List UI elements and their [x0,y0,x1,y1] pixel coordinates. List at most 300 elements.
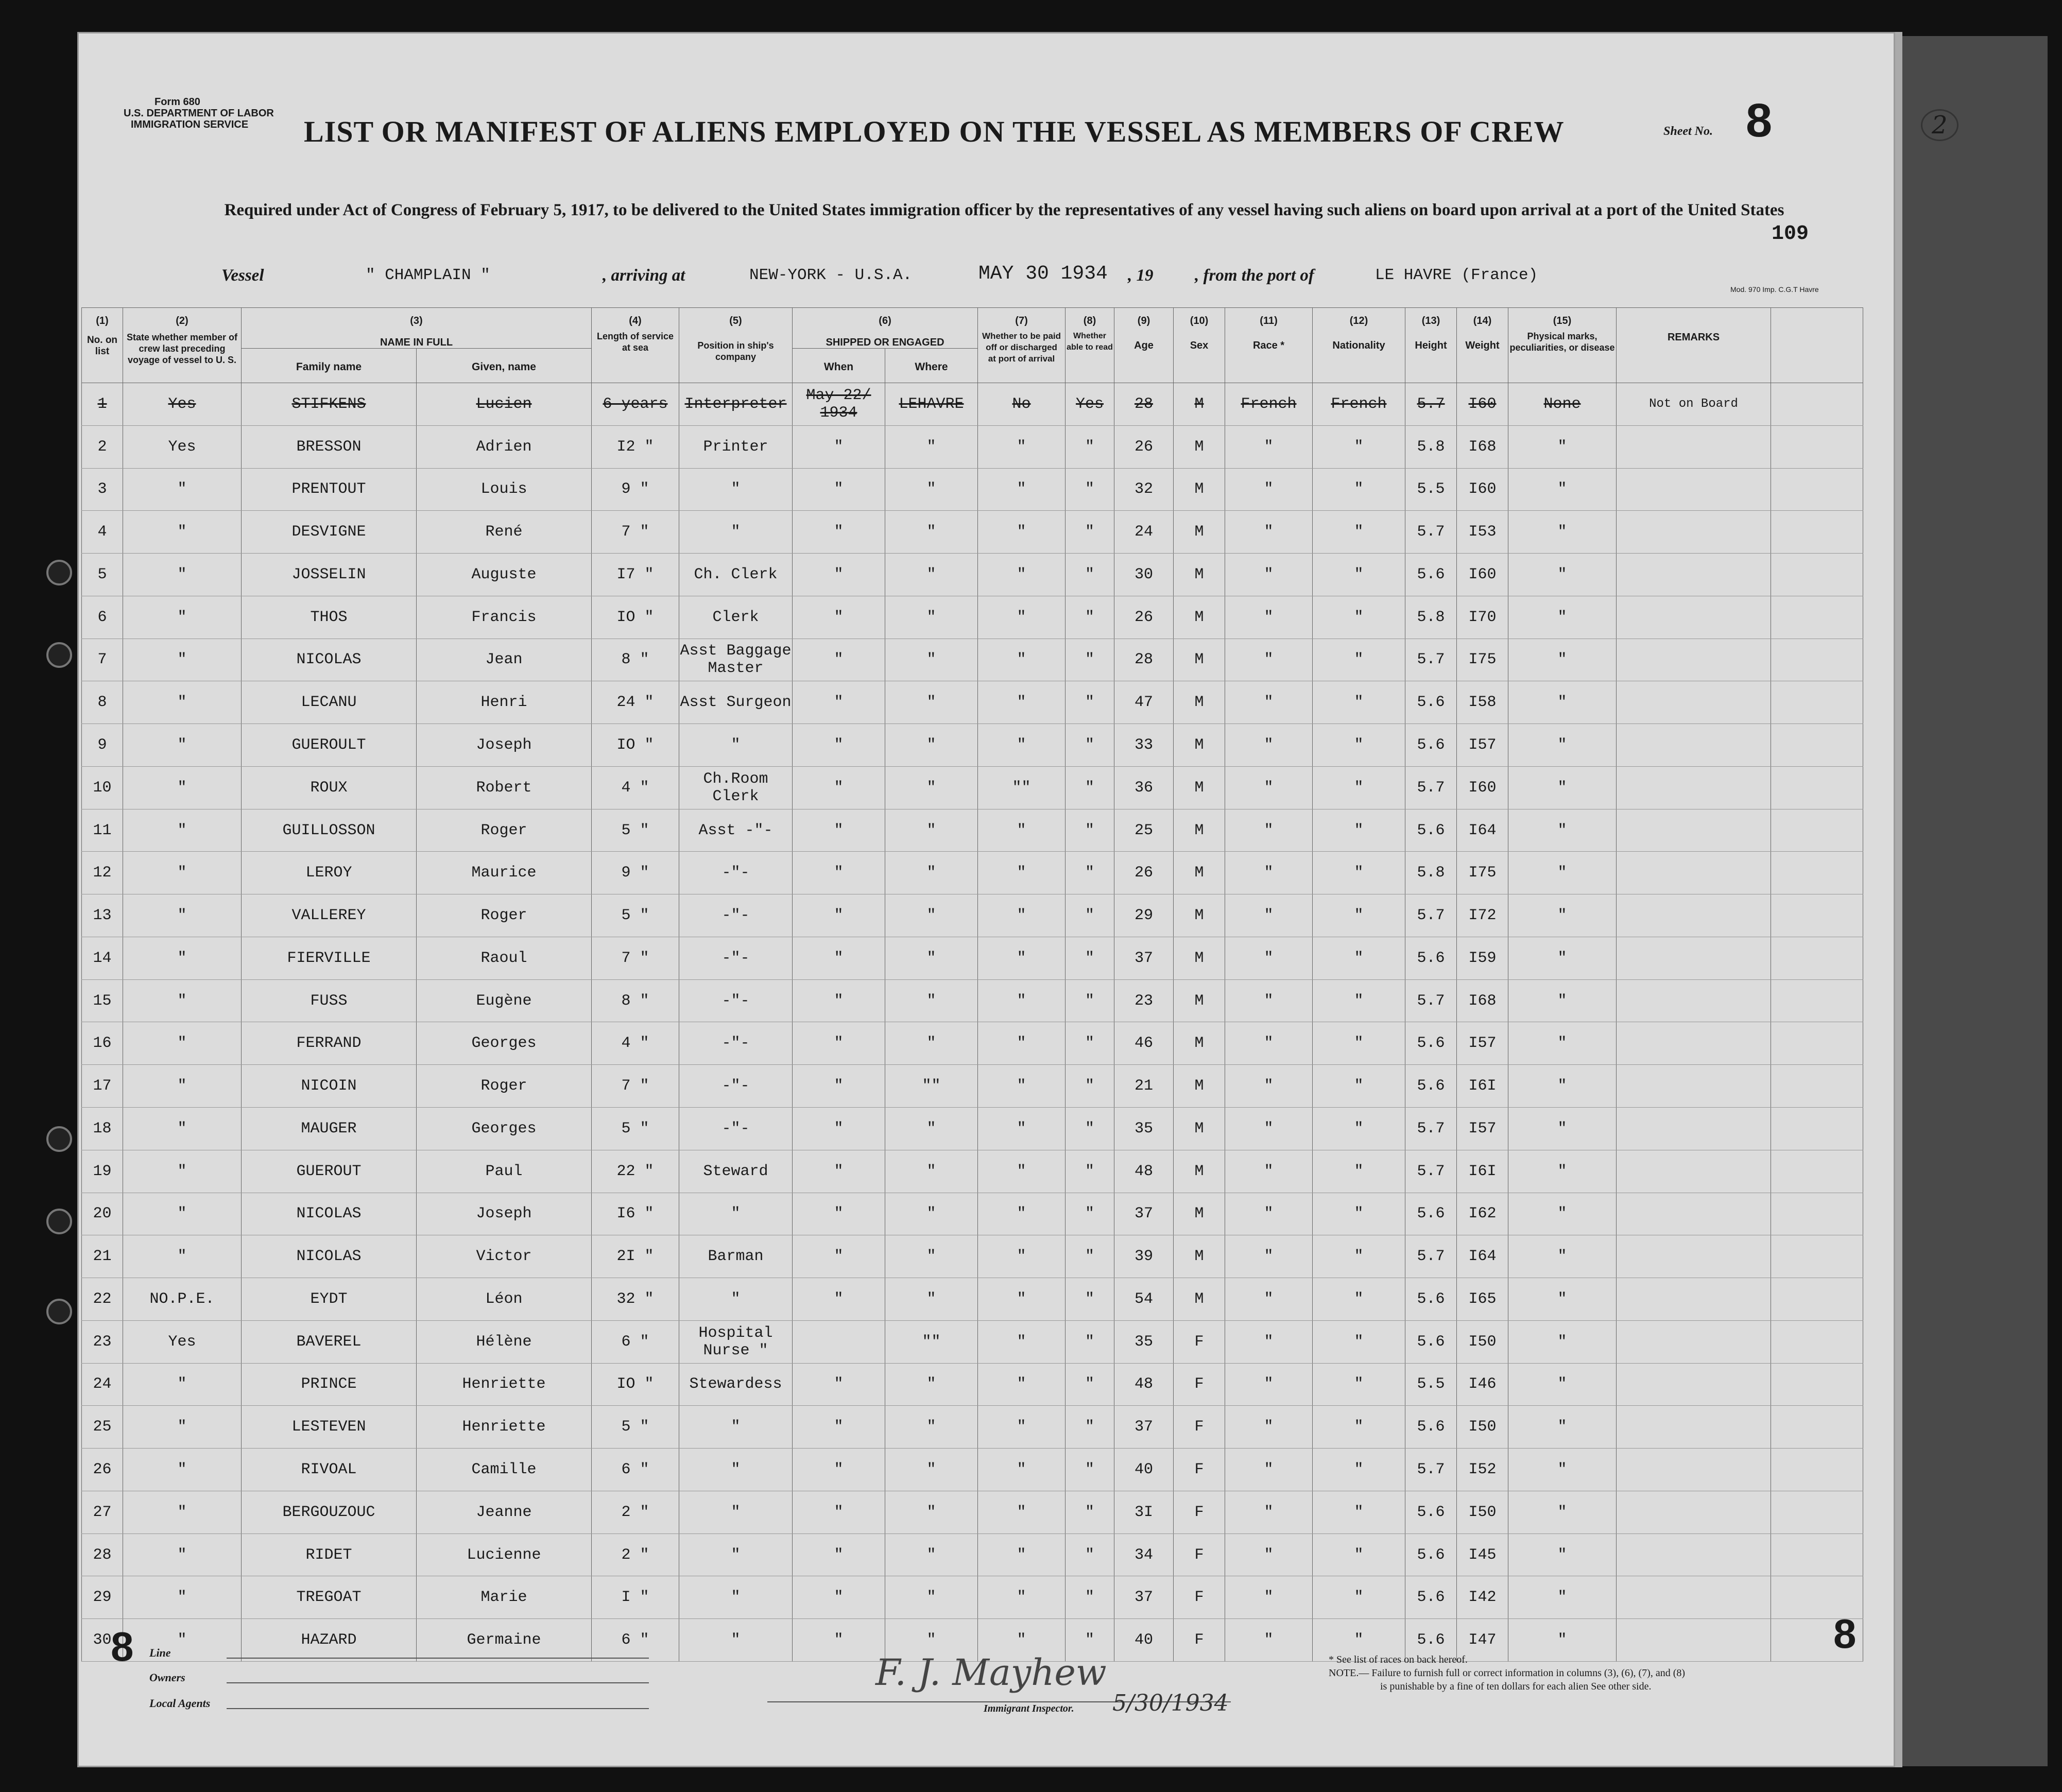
cell-shipped-where: " [885,1406,978,1449]
cell-shipped-where: "" [885,1065,978,1108]
cell-physical-marks: " [1508,1406,1617,1449]
cell-height: 5.5 [1405,1363,1457,1406]
cell-sex: M [1174,596,1225,639]
cell-age: 39 [1114,1235,1174,1278]
cell-paid-off: " [978,681,1066,724]
table-row [82,1235,1863,1278]
cell-age: 37 [1114,1193,1174,1235]
cell-shipped-where: " [885,468,978,511]
cell-blank [1771,681,1863,724]
col-header-shipped: (6) SHIPPED OR ENGAGED [793,308,978,349]
cell-able-to-read: " [1066,639,1114,681]
cell-given-name: René [417,511,592,554]
cell-service-length: 7 " [592,511,679,554]
cell-paid-off: " [978,511,1066,554]
cell-previous-voyage: " [123,1108,242,1150]
cell-height: 5.6 [1405,1022,1457,1065]
cell-weight: I60 [1457,554,1508,596]
cell-service-length: 22 " [592,1150,679,1193]
cell-paid-off: " [978,1363,1066,1406]
cell-number: 22 [82,1278,123,1321]
cell-nationality: " [1313,639,1405,681]
cell-height: 5.6 [1405,1320,1457,1363]
penalty-note-1: NOTE.— Failure to furnish full or correct information in columns (3), (6), (7), and (8) [1329,1667,1686,1679]
cell-race: " [1225,937,1313,979]
cell-race: " [1225,1576,1313,1619]
cell-family-name: ROUX [242,766,417,809]
cell-number: 8 [82,681,123,724]
cell-number: 29 [82,1576,123,1619]
col-header-age: (9) Age [1114,308,1174,383]
cell-given-name: Jean [417,639,592,681]
cell-physical-marks: " [1508,425,1617,468]
cell-sex: M [1174,1022,1225,1065]
cell-remarks [1617,468,1771,511]
cell-given-name: Henriette [417,1406,592,1449]
cell-family-name: PRINCE [242,1363,417,1406]
cell-sex: F [1174,1363,1225,1406]
cell-paid-off: " [978,1533,1066,1576]
cell-number: 21 [82,1235,123,1278]
cell-weight: I68 [1457,425,1508,468]
cell-shipped-where: " [885,1150,978,1193]
footer-page-number-left: 8 [111,1624,134,1669]
cell-previous-voyage: Yes [123,425,242,468]
cell-able-to-read: " [1066,766,1114,809]
table-row [82,425,1863,468]
cell-weight: I45 [1457,1533,1508,1576]
cell-physical-marks: " [1508,1449,1617,1491]
cell-sex: M [1174,681,1225,724]
cell-blank [1771,1108,1863,1150]
cell-position: Barman [679,1235,793,1278]
cell-height: 5.7 [1405,383,1457,426]
cell-given-name: Roger [417,1065,592,1108]
cell-given-name: Lucien [417,383,592,426]
cell-service-length: 5 " [592,809,679,852]
cell-physical-marks: " [1508,1150,1617,1193]
cell-nationality: " [1313,1150,1405,1193]
cell-blank [1771,937,1863,979]
cell-shipped-when: " [793,1491,885,1533]
cell-able-to-read: " [1066,681,1114,724]
cell-weight: I64 [1457,809,1508,852]
cell-service-length: I7 " [592,554,679,596]
cell-race: " [1225,1065,1313,1108]
cell-age: 23 [1114,979,1174,1022]
cell-shipped-where: " [885,1491,978,1533]
cell-age: 33 [1114,724,1174,767]
cell-shipped-where: " [885,1449,978,1491]
cell-height: 5.7 [1405,894,1457,937]
cell-nationality: " [1313,1320,1405,1363]
cell-sex: M [1174,383,1225,426]
cell-paid-off: " [978,724,1066,767]
cell-family-name: DESVIGNE [242,511,417,554]
cell-height: 5.7 [1405,766,1457,809]
cell-service-length: 6 " [592,1320,679,1363]
cell-age: 48 [1114,1150,1174,1193]
printer-note: Mod. 970 Imp. C.G.T Havre [1730,285,1819,294]
cell-race: " [1225,1108,1313,1150]
cell-race: " [1225,1150,1313,1193]
cell-shipped-when [793,1320,885,1363]
cell-race: " [1225,809,1313,852]
cell-race: " [1225,425,1313,468]
cell-blank [1771,383,1863,426]
cell-service-length: 7 " [592,937,679,979]
cell-service-length: IO " [592,1363,679,1406]
cell-previous-voyage: " [123,1533,242,1576]
cell-physical-marks: " [1508,639,1617,681]
cell-paid-off: "" [978,766,1066,809]
cell-sex: M [1174,1150,1225,1193]
cell-previous-voyage: " [123,894,242,937]
cell-able-to-read: " [1066,1449,1114,1491]
cell-race: " [1225,1363,1313,1406]
cell-weight: I42 [1457,1576,1508,1619]
cell-able-to-read: " [1066,1576,1114,1619]
cell-shipped-where: " [885,809,978,852]
cell-previous-voyage: " [123,809,242,852]
cell-given-name: Adrien [417,425,592,468]
cell-position: " [679,1406,793,1449]
inspector-label: Immigrant Inspector. [984,1703,1074,1714]
cell-race: " [1225,1406,1313,1449]
owners-label: Owners [149,1671,185,1684]
table-row [82,468,1863,511]
cell-age: 40 [1114,1449,1174,1491]
cell-height: 5.6 [1405,937,1457,979]
cell-shipped-when: " [793,724,885,767]
cell-physical-marks: " [1508,1363,1617,1406]
cell-able-to-read: " [1066,1235,1114,1278]
cell-nationality: " [1313,468,1405,511]
cell-sex: F [1174,1320,1225,1363]
cell-race: " [1225,1449,1313,1491]
col-header-paid-off: (7) Whether to be paid off or discharged at port of arrival [978,308,1066,383]
arrival-date: MAY 30 1934 [978,263,1108,285]
cell-height: 5.7 [1405,639,1457,681]
cell-number: 27 [82,1491,123,1533]
cell-previous-voyage: " [123,937,242,979]
cell-shipped-where: " [885,1619,978,1662]
cell-physical-marks: " [1508,979,1617,1022]
cell-age: 3I [1114,1491,1174,1533]
cell-shipped-where: LEHAVRE [885,383,978,426]
cell-number: 4 [82,511,123,554]
cell-given-name: Léon [417,1278,592,1321]
cell-position: Printer [679,425,793,468]
cell-sex: F [1174,1533,1225,1576]
cell-given-name: Lucienne [417,1533,592,1576]
cell-race: " [1225,724,1313,767]
table-row [82,852,1863,894]
cell-number: 20 [82,1193,123,1235]
cell-weight: I64 [1457,1235,1508,1278]
cell-nationality: " [1313,1406,1405,1449]
cell-height: 5.6 [1405,1533,1457,1576]
col-header-sex: (10) Sex [1174,308,1225,383]
cell-shipped-where: " [885,1235,978,1278]
cell-position: -"- [679,1065,793,1108]
cell-family-name: NICOLAS [242,1235,417,1278]
cell-nationality: " [1313,1533,1405,1576]
cell-shipped-when: " [793,1022,885,1065]
cell-weight: I57 [1457,1108,1508,1150]
cell-previous-voyage: " [123,979,242,1022]
local-agents-label: Local Agents [149,1697,211,1710]
cell-nationality: French [1313,383,1405,426]
cell-paid-off: " [978,639,1066,681]
cell-age: 28 [1114,383,1174,426]
cell-physical-marks: " [1508,724,1617,767]
cell-able-to-read: " [1066,596,1114,639]
cell-nationality: " [1313,1449,1405,1491]
cell-paid-off: No [978,383,1066,426]
cell-weight: I50 [1457,1320,1508,1363]
cell-previous-voyage: " [123,1065,242,1108]
cell-number: 25 [82,1406,123,1449]
cell-race: French [1225,383,1313,426]
cell-paid-off: " [978,894,1066,937]
cell-shipped-where: " [885,681,978,724]
form-number: Form 680 [154,96,200,108]
agents-rule [227,1708,649,1709]
col-header-height: (13) Height [1405,308,1457,383]
cell-height: 5.6 [1405,1406,1457,1449]
col-header-where: Where [885,349,978,383]
cell-remarks [1617,511,1771,554]
cell-shipped-when: " [793,937,885,979]
cell-family-name: FIERVILLE [242,937,417,979]
cell-able-to-read: " [1066,425,1114,468]
cell-paid-off: " [978,1278,1066,1321]
cell-weight: I59 [1457,937,1508,979]
cell-height: 5.5 [1405,468,1457,511]
cell-age: 26 [1114,852,1174,894]
cell-sex: M [1174,1108,1225,1150]
cell-paid-off: " [978,1193,1066,1235]
cell-race: " [1225,1193,1313,1235]
cell-weight: I47 [1457,1619,1508,1662]
cell-race: " [1225,894,1313,937]
col-header-physical-marks: (15) Physical marks, peculiarities, or disease [1508,308,1617,383]
cell-physical-marks: " [1508,1278,1617,1321]
penalty-note-2: is punishable by a fine of ten dollars for each alien See other side. [1380,1681,1652,1692]
cell-service-length: IO " [592,724,679,767]
cell-paid-off: " [978,979,1066,1022]
cell-remarks [1617,1150,1771,1193]
cell-age: 48 [1114,1363,1174,1406]
cell-race: " [1225,1278,1313,1321]
cell-number: 1 [82,383,123,426]
cell-able-to-read: " [1066,468,1114,511]
cell-weight: I60 [1457,766,1508,809]
table-row [82,1108,1863,1150]
cell-nationality: " [1313,1491,1405,1533]
cell-remarks [1617,1576,1771,1619]
cell-able-to-read: " [1066,1406,1114,1449]
cell-physical-marks: " [1508,766,1617,809]
cell-given-name: Jeanne [417,1491,592,1533]
cell-remarks [1617,1406,1771,1449]
cell-remarks [1617,554,1771,596]
cell-number: 19 [82,1150,123,1193]
cell-race: " [1225,766,1313,809]
crew-rows [82,383,1863,1662]
cell-sex: M [1174,894,1225,937]
cell-paid-off: " [978,1406,1066,1449]
cell-sex: M [1174,468,1225,511]
table-row [82,1363,1863,1406]
cell-blank [1771,511,1863,554]
cell-physical-marks: " [1508,1193,1617,1235]
cell-race: " [1225,554,1313,596]
cell-able-to-read: " [1066,511,1114,554]
owners-rule [227,1682,649,1683]
cell-race: " [1225,1491,1313,1533]
binder-hole [46,642,72,668]
cell-shipped-where: " [885,979,978,1022]
cell-age: 37 [1114,937,1174,979]
cell-height: 5.6 [1405,1278,1457,1321]
cell-shipped-when: " [793,979,885,1022]
cell-shipped-when: " [793,1108,885,1150]
table-row [82,596,1863,639]
cell-number: 2 [82,425,123,468]
cell-family-name: FERRAND [242,1022,417,1065]
cell-number: 10 [82,766,123,809]
cell-blank [1771,1022,1863,1065]
arriving-port: NEW-YORK - U.S.A. [749,266,913,284]
cell-family-name: JOSSELIN [242,554,417,596]
cell-paid-off: " [978,1235,1066,1278]
cell-previous-voyage: " [123,1619,242,1662]
cell-nationality: " [1313,937,1405,979]
cell-previous-voyage: " [123,1022,242,1065]
col-header-remarks: REMARKS [1617,308,1771,383]
cell-position: " [679,1193,793,1235]
cell-height: 5.8 [1405,852,1457,894]
cell-family-name: NICOLAS [242,1193,417,1235]
cell-number: 9 [82,724,123,767]
cell-position: " [679,468,793,511]
cell-shipped-when: " [793,1193,885,1235]
cell-height: 5.6 [1405,1576,1457,1619]
cell-age: 47 [1114,681,1174,724]
cell-physical-marks: " [1508,554,1617,596]
cell-number: 28 [82,1533,123,1576]
cell-number: 16 [82,1022,123,1065]
cell-able-to-read: " [1066,1022,1114,1065]
table-row [82,766,1863,809]
cell-given-name: Robert [417,766,592,809]
cell-able-to-read: " [1066,852,1114,894]
cell-service-length: IO " [592,596,679,639]
races-note: * See list of races on back hereof. [1329,1654,1468,1665]
cell-shipped-where: " [885,1022,978,1065]
cell-nationality: " [1313,894,1405,937]
cell-service-length: 5 " [592,1406,679,1449]
cell-position: Ch.Room Clerk [679,766,793,809]
cell-service-length: 7 " [592,1065,679,1108]
cell-remarks [1617,894,1771,937]
cell-given-name: Roger [417,894,592,937]
cell-position: Asst -"- [679,809,793,852]
cell-number: 17 [82,1065,123,1108]
cell-paid-off: " [978,852,1066,894]
cell-paid-off: " [978,1150,1066,1193]
cell-shipped-where: "" [885,1320,978,1363]
cell-previous-voyage: " [123,639,242,681]
cell-weight: I46 [1457,1363,1508,1406]
cell-previous-voyage: " [123,511,242,554]
cell-family-name: THOS [242,596,417,639]
cell-shipped-when: May 22/ 1934 [793,383,885,426]
cell-position: " [679,1533,793,1576]
cell-given-name: Hélène [417,1320,592,1363]
cell-age: 54 [1114,1278,1174,1321]
cell-family-name: STIFKENS [242,383,417,426]
cell-race: " [1225,511,1313,554]
cell-previous-voyage: " [123,596,242,639]
cell-race: " [1225,468,1313,511]
cell-service-length: 6 " [592,1619,679,1662]
cell-age: 30 [1114,554,1174,596]
cell-blank [1771,1235,1863,1278]
cell-family-name: LECANU [242,681,417,724]
cell-family-name: EYDT [242,1278,417,1321]
cell-service-length: 6 " [592,1449,679,1491]
col-header-position: (5) Position in ship's company [679,308,793,383]
cell-height: 5.6 [1405,809,1457,852]
cell-position: Asst Surgeon [679,681,793,724]
cell-shipped-when: " [793,639,885,681]
vessel-label: Vessel [221,266,264,285]
cell-previous-voyage: " [123,852,242,894]
cell-sex: M [1174,1235,1225,1278]
cell-remarks [1617,937,1771,979]
col-header-given-name: Given, name [417,349,592,383]
cell-sex: M [1174,724,1225,767]
col-header-number: (1) No. on list [82,308,123,383]
cell-nationality: " [1313,1278,1405,1321]
cell-paid-off: " [978,596,1066,639]
cell-height: 5.8 [1405,425,1457,468]
cell-shipped-when: " [793,894,885,937]
table-row [82,383,1863,426]
cell-height: 5.7 [1405,1150,1457,1193]
cell-remarks [1617,639,1771,681]
cell-blank [1771,1533,1863,1576]
cell-sex: M [1174,852,1225,894]
cell-service-length: 6 years [592,383,679,426]
cell-shipped-when: " [793,1278,885,1321]
cell-previous-voyage: " [123,468,242,511]
cell-shipped-when: " [793,1363,885,1406]
cell-given-name: Marie [417,1576,592,1619]
cell-blank [1771,1363,1863,1406]
cell-number: 13 [82,894,123,937]
cell-number: 18 [82,1108,123,1150]
line-label: Line [149,1646,171,1659]
table-row [82,1576,1863,1619]
cell-remarks [1617,724,1771,767]
cell-sex: F [1174,1449,1225,1491]
cell-sex: F [1174,1406,1225,1449]
cell-weight: I60 [1457,383,1508,426]
